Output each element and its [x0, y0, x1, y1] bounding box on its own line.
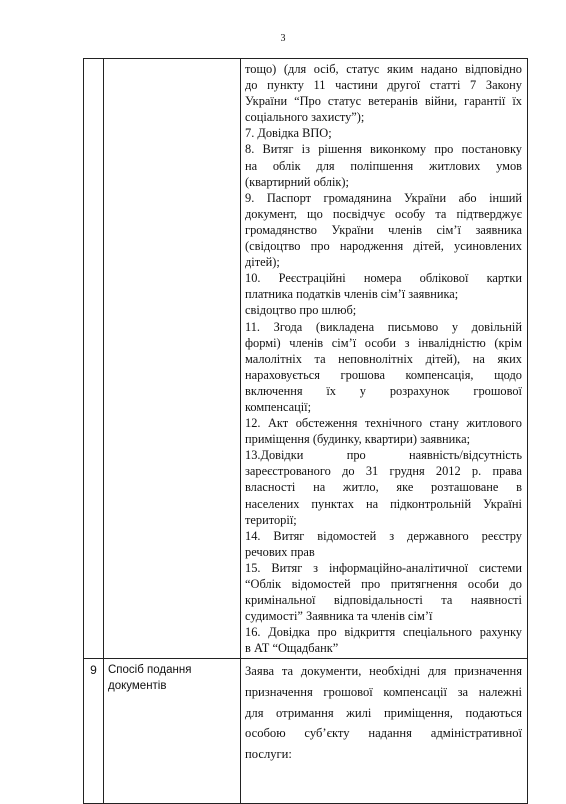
- text-line: 14. Витяг відомостей з державного реєстру: [245, 528, 522, 543]
- services-table: [83, 58, 528, 804]
- text-line: призначення грошової компенсації за належні: [245, 685, 522, 700]
- table-row: [84, 59, 528, 659]
- text-line: 11. Згода (викладена письмово у довільній: [245, 319, 522, 334]
- text-line: 16. Довідка про відкриття спеціального рахунку: [245, 625, 522, 640]
- text-line: “Облік відомостей про притягнення особи до: [245, 577, 522, 591]
- text-line: на облік для поліпшення житлових умов: [245, 158, 522, 173]
- row-label-cell: Спосіб подання документів: [104, 659, 241, 804]
- text-line: зареєстрованого до 31 грудня 2012 р. права: [245, 464, 522, 479]
- submission-method-cell: [241, 659, 528, 804]
- text-line: особою суб’єкту надання адміністративної: [245, 726, 522, 741]
- text-line: свідоцтво про шлюб;: [245, 303, 357, 318]
- text-line: до пункту 11 частини другої статті 7 Закону: [245, 78, 522, 93]
- text-line: України “Про статус ветеранів війни, гарантії їх: [245, 94, 522, 109]
- text-line: кримінальної відповідальності та наявності: [245, 593, 522, 608]
- text-line: судимості” Заявника та членів сім’ї: [245, 609, 433, 624]
- text-line: тощо) (для осіб, статус яким надано відповідно: [245, 62, 522, 76]
- text-line: документ, що посвідчує особу та підтверджує: [245, 206, 522, 221]
- row-number-cell: 9: [84, 659, 104, 804]
- text-line: 15. Витяг з інформаційно-аналітичної системи: [245, 560, 522, 575]
- text-line: населених пунктах на підконтрольній Україні: [245, 496, 522, 511]
- text-line: послуги:: [245, 746, 292, 761]
- text-line: (свідоцтво про народження дітей, усиновлених: [245, 239, 522, 254]
- text-line: компенсації;: [245, 399, 312, 414]
- text-line: для отримання жилі приміщення, подаються: [245, 705, 522, 720]
- text-line: малолітніх та неповнолітніх дітей), на яких: [245, 351, 522, 366]
- text-line: 12. Акт обстеження технічного стану житлового: [245, 416, 522, 431]
- text-line: соціального захисту”);: [245, 110, 365, 125]
- text-line: (квартирний облік);: [245, 174, 350, 189]
- text-line: дітей);: [245, 255, 280, 270]
- text-line: включення їх у розрахунок грошової: [245, 383, 522, 398]
- text-line: платника податків членів сім’ї заявника;: [245, 287, 459, 302]
- page-number: 3: [280, 33, 286, 44]
- row-number-cell: [84, 59, 104, 659]
- text-line: Заява та документи, необхідні для призначення: [245, 664, 522, 679]
- table-row: [84, 659, 528, 804]
- text-line: громадянство України членів сім’ї заявника: [245, 222, 522, 237]
- text-line: приміщення (будинку, квартири) заявника;: [245, 432, 471, 447]
- documents-list-cell: [241, 59, 528, 659]
- text-line: формі) членів сім’ї особи з інвалідністю (крім: [245, 335, 522, 350]
- text-line: 9. Паспорт громадянина України або інший: [245, 190, 522, 205]
- text-line: 8. Витяг із рішення виконкому про постановку: [245, 142, 522, 157]
- text-line: 13.Довідки про наявність/відсутність: [245, 448, 522, 463]
- text-line: території;: [245, 512, 297, 527]
- row-label-cell: [104, 59, 241, 659]
- text-line: речових прав: [245, 544, 315, 559]
- text-line: нараховується грошова компенсація, щодо: [245, 367, 522, 382]
- text-line: 10. Реєстраційні номера облікової картки: [245, 271, 522, 286]
- text-line: 7. Довідка ВПО;: [245, 126, 332, 141]
- text-line: власності на житло, яке розташоване в: [245, 480, 522, 495]
- text-line: в АТ “Ощадбанк”: [245, 641, 339, 656]
